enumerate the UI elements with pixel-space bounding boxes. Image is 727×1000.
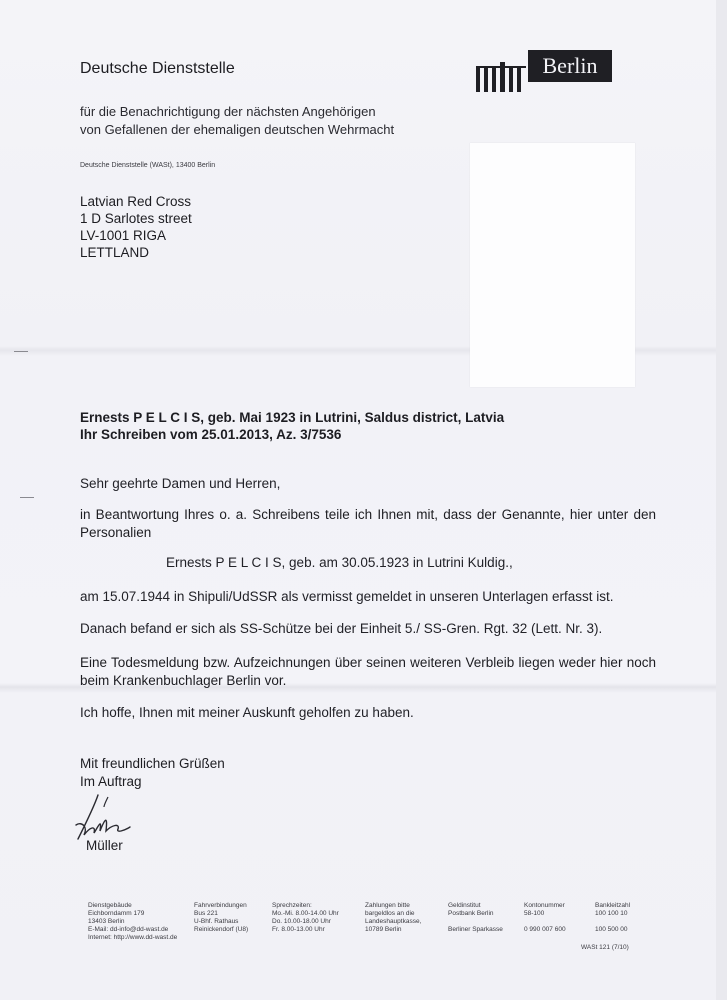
footer-text [595,918,630,926]
footer-text: Postbank Berlin [448,910,494,917]
footer-text: Fahrverbindungen [194,902,247,909]
footer-text: 58-100 [524,910,545,917]
paragraph-5: Ich hoffe, Ihnen mit meiner Auskunft geholfen zu haben. [80,705,414,720]
form-code: WASt 121 (7/10) [581,944,629,951]
footer-text: Landeshauptkasse, [365,918,422,925]
paragraph-4: Eine Todesmeldung bzw. Aufzeichnungen über seinen weiteren Verbleib liegen weder hier noch beim Krankenbuchlager Berlin vor. [80,655,656,688]
footer-payment [365,902,421,934]
footer-text [448,918,503,926]
subject-line-2: Ihr Schreiben vom 25.01.2013, Az. 3/7536 [80,427,342,442]
closing-greeting: Mit freundlichen Grüßen [80,756,225,771]
footer-text: Zahlungen bitte [365,902,410,909]
recipient-address [80,193,192,261]
org-subtitle-line-1: für die Benachrichtigung der nächsten Angehörigen [80,104,376,119]
recipient-line-3: LV-1001 RIGA [80,228,167,243]
berlin-bars-icon [476,62,526,92]
footer-text: Geldinstitut [448,902,481,909]
footer-text: 0 990 007 600 [524,926,566,933]
footer-text: Mo.-Mi. 8.00-14.00 Uhr [272,910,339,917]
footer-text: 100 500 00 [595,926,628,933]
footer-text: 13403 Berlin [88,918,125,925]
footer-text: Bus 221 [194,910,218,917]
closing-on-behalf: Im Auftrag [80,774,142,789]
footer-text: Reinickendorf (U8) [194,926,249,933]
fold-mark [14,351,28,352]
org-subtitle-line-2: von Gefallenen der ehemaligen deutschen Wehrmacht [80,122,395,137]
paragraph-2: am 15.07.1944 in Shipuli/UdSSR als vermisst gemeldet in unseren Unterlagen erfasst ist. [80,589,614,604]
footer-text: 100 100 10 [595,910,628,917]
footer-text: Sprechzeiten: [272,902,312,909]
recipient-line-4: LETTLAND [80,245,150,260]
subject [80,409,504,443]
footer-email: E-Mail: dd-info@dd-wast.de [88,926,169,933]
footer-bank [448,902,503,934]
signatory-name: Müller [86,838,123,853]
footer-text: 10789 Berlin [365,926,402,933]
subject-line-1: Ernests P E L C I S, geb. Mai 1923 in Lutrini, Saldus district, Latvia [80,410,505,425]
org-subtitle [80,103,394,139]
recipient-line-1: Latvian Red Cross [80,194,192,209]
footer-text [524,918,566,926]
footer-text: Berliner Sparkasse [448,926,503,933]
footer-text: Kontonummer [524,902,565,909]
footer-bank-code [595,902,630,934]
footer-text: bargeldlos an die [365,910,415,917]
footer-transport [194,902,248,934]
sender-line: Deutsche Dienststelle (WASt), 13400 Berlin [80,162,216,169]
redacted-photo-area [470,143,635,387]
punch-mark [20,497,34,498]
footer-text: Do. 10.00-18.00 Uhr [272,918,331,925]
paragraph-1: in Beantwortung Ihres o. a. Schreibens teile ich Ihnen mit, dass der Genannte, hier unter den Personalien [80,507,656,540]
footer-text: Bankleitzahl [595,902,631,909]
salutation: Sehr geehrte Damen und Herren, [80,476,281,491]
footer-account [524,902,566,934]
footer-text: Eichborndamm 179 [88,910,145,917]
footer-hours [272,902,339,934]
footer-text: U-Bhf. Rathaus [194,918,239,925]
berlin-logo [474,50,612,94]
footer-website: Internet: http://www.dd-wast.de [88,934,178,941]
paragraph-3: Danach befand er sich als SS-Schütze bei der Einheit 5./ SS-Gren. Rgt. 32 (Lett. Nr. 3). [80,621,603,636]
recipient-line-2: 1 D Sarlotes street [80,211,192,226]
footer-address [88,902,177,942]
footer-text: Dienstgebäude [88,902,132,909]
footer-text: Fr. 8.00-13.00 Uhr [272,926,325,933]
closing [80,755,225,791]
berlin-logo-text: Berlin [528,50,612,82]
person-details: Ernests P E L C I S, geb. am 30.05.1923 in Lutrini Kuldig., [166,555,513,570]
org-title: Deutsche Dienststelle [80,60,235,77]
